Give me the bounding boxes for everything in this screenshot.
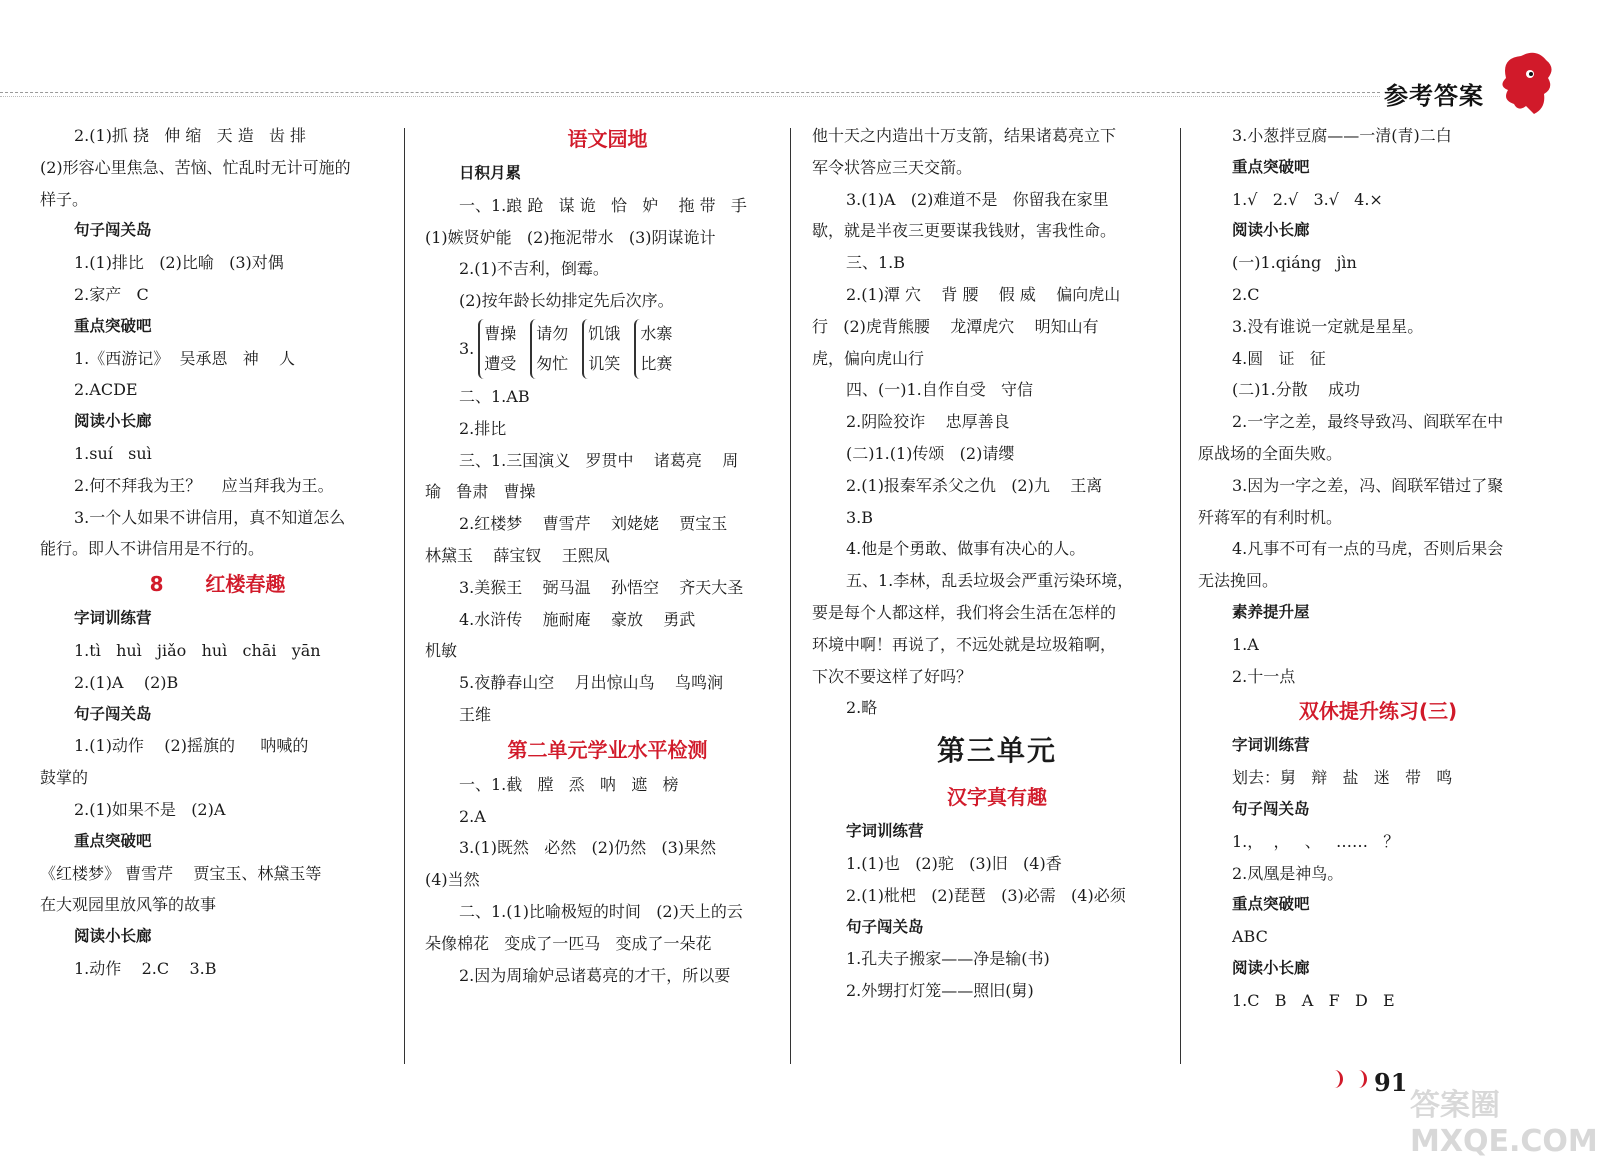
answer-line: 3.美猴王 弼马温 孙悟空 齐天大圣 bbox=[459, 577, 744, 597]
subsection-label: 阅读小长廊 bbox=[74, 412, 152, 431]
answer-line: 2.十一点 bbox=[1232, 666, 1296, 686]
answer-line: (4)当然 bbox=[425, 870, 480, 890]
brace-word: 请勿 bbox=[536, 323, 569, 343]
answer-line: 行 (2)虎背熊腰 龙潭虎穴 明知山有 bbox=[812, 316, 1099, 336]
brace-group bbox=[582, 319, 620, 379]
answer-line: 3.小葱拌豆腐——一清(青)二白 bbox=[1232, 126, 1452, 145]
answer-line: 1.C B A F D E bbox=[1232, 990, 1395, 1010]
answer-line: 2.(1)潭 穴 背 腰 假 威 偏向虎山 bbox=[846, 284, 1121, 304]
subsection-label: 句子闯关岛 bbox=[846, 917, 924, 936]
answer-line: 王维 bbox=[459, 704, 492, 724]
answer-line: (1)嫉贤妒能 (2)拖泥带水 (3)阴谋诡计 bbox=[425, 227, 716, 247]
answer-line: 能行。即人不讲信用是不行的。 bbox=[40, 539, 265, 559]
header-rule-dotted bbox=[0, 96, 1380, 97]
answer-line: 3.因为一字之差，冯、阎联军错过了聚 bbox=[1232, 475, 1504, 495]
answer-line: 1.(1)也 (2)驼 (3)旧 (4)香 bbox=[846, 853, 1062, 873]
brace-group bbox=[478, 319, 516, 379]
answer-line: 2.(1)不吉利，倒霉。 bbox=[459, 259, 609, 279]
subsection-label: 重点突破吧 bbox=[1232, 895, 1310, 914]
subsection-label: 字词训练营 bbox=[846, 822, 924, 841]
answer-line: 环境中啊！再说了，不远处就是垃圾箱啊， bbox=[812, 634, 1117, 654]
answer-line: 3.B bbox=[846, 507, 874, 527]
answer-column-2 bbox=[425, 120, 790, 991]
answer-line: 一、1.截 膛 烝 呐 遮 榜 bbox=[459, 774, 679, 794]
answer-line: 1.动作 2.C 3.B bbox=[74, 958, 217, 978]
answer-line: 在大观园里放风筝的故事 bbox=[40, 895, 217, 915]
answer-line: 4.他是个勇敢、做事有决心的人。 bbox=[846, 539, 1086, 559]
answer-line: 1.(1)动作 (2)摇旗的 呐喊的 bbox=[74, 736, 309, 756]
answer-line: 要是每个人都这样，我们将会生活在怎样的 bbox=[812, 602, 1117, 622]
section-heading: 双休提升练习(三) bbox=[1298, 699, 1458, 724]
answer-column-4 bbox=[1198, 120, 1558, 1017]
answer-line: 1.(1)排比 (2)比喻 (3)对偶 bbox=[74, 253, 284, 273]
answer-line: (二)1.分散 成功 bbox=[1232, 380, 1361, 400]
subsection-label: 阅读小长廊 bbox=[1232, 958, 1310, 977]
subsection-label: 素养提升屋 bbox=[1232, 602, 1310, 621]
subsection-label: 重点突破吧 bbox=[74, 831, 152, 850]
answer-line: 划去：舅 辩 盐 迷 带 鸣 bbox=[1232, 768, 1453, 788]
answer-line: 四、(一)1.自作自受 守信 bbox=[846, 380, 1034, 400]
answer-line: 1.√ 2.√ 3.√ 4.× bbox=[1232, 189, 1383, 209]
answer-line: 2.何不拜我为王？ 应当拜我为王。 bbox=[74, 475, 334, 495]
watermark-logo: 答案圈 MXQE.COM bbox=[1410, 1088, 1598, 1159]
answer-line: 4.凡事不可有一点的马虎，否则后果会 bbox=[1232, 539, 1504, 559]
answer-line: 2.(1)报秦军杀父之仇 (2)九 王离 bbox=[846, 475, 1103, 495]
answer-line: 瑜 鲁肃 曹操 bbox=[425, 482, 536, 502]
answer-line: 1.A bbox=[1232, 634, 1259, 654]
answer-line: 朵像棉花 变成了一匹马 变成了一朵花 bbox=[425, 933, 712, 953]
section-heading: 第二单元学业水平检测 bbox=[507, 737, 708, 762]
answer-line: 3.一个人如果不讲信用，真不知道怎么 bbox=[74, 507, 346, 527]
char-pair-groups bbox=[425, 317, 790, 381]
brace-word: 曹操 bbox=[484, 323, 517, 343]
answer-line: 1.， ， 、 …… ？ bbox=[1232, 831, 1400, 851]
answer-line: 歼蒋军的有利时机。 bbox=[1198, 507, 1343, 527]
column-divider bbox=[790, 128, 791, 1064]
answer-column-1 bbox=[40, 120, 395, 985]
section-heading: 语文园地 bbox=[567, 127, 648, 151]
answer-line: 5.夜静春山空 月出惊山鸟 鸟鸣涧 bbox=[459, 673, 723, 693]
brace-word: 匆忙 bbox=[536, 353, 569, 373]
answer-line: 林黛玉 薛宝钗 王熙凤 bbox=[425, 545, 610, 565]
answer-line: 他十天之内造出十万支箭，结果诸葛亮立下 bbox=[812, 126, 1117, 145]
answer-line: 3.(1)既然 必然 (2)仍然 (3)果然 bbox=[459, 838, 717, 858]
subsection-label: 句子闯关岛 bbox=[1232, 799, 1310, 818]
subsection-label: 日积月累 bbox=[459, 164, 522, 182]
answer-line: 样子。 bbox=[40, 189, 89, 209]
answer-line: 歇，就是半夜三更要谋我钱财，害我性命。 bbox=[812, 221, 1117, 241]
unit-heading: 第三单元 bbox=[936, 734, 1057, 768]
answer-line: 2.略 bbox=[846, 698, 878, 718]
brace-group bbox=[634, 319, 672, 379]
answer-line: 1.suí suì bbox=[74, 443, 152, 463]
subsection-label: 句子闯关岛 bbox=[74, 221, 152, 240]
brace-word: 比赛 bbox=[640, 353, 673, 373]
answer-line: 《红楼梦》 曹雪芹 贾宝玉、林黛玉等 bbox=[40, 863, 322, 883]
answer-line: 无法挽回。 bbox=[1198, 571, 1279, 591]
subsection-label: 阅读小长廊 bbox=[74, 927, 152, 946]
answer-line: 2.(1)枇杷 (2)琵琶 (3)必需 (4)必须 bbox=[846, 885, 1126, 905]
brace-word: 遭受 bbox=[484, 353, 517, 373]
subsection-label: 重点突破吧 bbox=[1232, 157, 1310, 176]
answer-line: 3.(1)A (2)难道不是 你留我在家里 bbox=[846, 189, 1109, 209]
page-number: 91 bbox=[1374, 1068, 1408, 1097]
answer-line: (2)按年龄长幼排定先后次序。 bbox=[459, 291, 674, 311]
answer-line: 1.孔夫子搬家——净是输(书) bbox=[846, 949, 1050, 969]
answer-line: 一、1.踉 跄 谋 诡 恰 妒 拖 带 手 bbox=[459, 195, 747, 215]
answer-line: 2.(1)A (2)B bbox=[74, 672, 179, 692]
answer-line: 二、1.AB bbox=[459, 386, 530, 406]
answer-line: 4.圆 证 征 bbox=[1232, 348, 1326, 368]
answer-line: 五、1.李林，乱丢垃圾会严重污染环境， bbox=[846, 571, 1134, 591]
answer-line: 2.排比 bbox=[459, 418, 507, 438]
answer-line: 2.红楼梦 曹雪芹 刘姥姥 贾宝玉 bbox=[459, 514, 728, 534]
column-divider bbox=[404, 128, 405, 1064]
answer-line: 虎，偏向虎山行 bbox=[812, 348, 925, 368]
answer-line: 2.(1)抓 挠 伸 缩 天 造 齿 排 bbox=[74, 126, 307, 145]
answer-line: 2.一字之差，最终导致冯、阎联军在中 bbox=[1232, 412, 1504, 432]
brace-word: 讥笑 bbox=[588, 353, 621, 373]
answer-line: 军令状答应三天交箭。 bbox=[812, 157, 973, 177]
answer-line: 2.(1)如果不是 (2)A bbox=[74, 799, 226, 819]
decor-moon-icon bbox=[1326, 1070, 1343, 1088]
answer-line: 2.外甥打灯笼——照旧(舅) bbox=[846, 981, 1034, 1001]
subsection-label: 句子闯关岛 bbox=[74, 704, 152, 723]
section-heading: 汉字真有趣 bbox=[947, 785, 1047, 810]
answer-line: (2)形容心里焦急、苦恼、忙乱时无计可施的 bbox=[40, 157, 351, 177]
decor-moon-icon bbox=[1350, 1070, 1367, 1088]
answer-line: ABC bbox=[1232, 927, 1268, 947]
subsection-label: 阅读小长廊 bbox=[1232, 221, 1310, 240]
answer-line: 鼓掌的 bbox=[40, 768, 89, 788]
answer-line: 二、1.(1)比喻极短的时间 (2)天上的云 bbox=[459, 901, 743, 921]
answer-line: 2.因为周瑜妒忌诸葛亮的才干，所以要 bbox=[459, 965, 731, 985]
subsection-label: 字词训练营 bbox=[74, 609, 152, 628]
answer-line: 2.ACDE bbox=[74, 380, 138, 400]
brace-group bbox=[530, 319, 568, 379]
brace-word: 饥饿 bbox=[588, 323, 621, 343]
item-number: 3. bbox=[459, 339, 475, 359]
answer-column-3 bbox=[812, 120, 1182, 1007]
answer-line: 2.C bbox=[1232, 284, 1260, 304]
answer-line: (二)1.(1)传颂 (2)请缨 bbox=[846, 443, 1015, 463]
brace-word: 水寨 bbox=[640, 323, 673, 343]
answer-line: 机敏 bbox=[425, 641, 458, 661]
mascot-icon bbox=[1496, 48, 1556, 118]
answer-line: 原战场的全面失败。 bbox=[1198, 443, 1343, 463]
subsection-label: 字词训练营 bbox=[1232, 736, 1310, 755]
section-heading: 8 红楼春趣 bbox=[149, 572, 286, 597]
subsection-label: 重点突破吧 bbox=[74, 316, 152, 335]
answer-line: 三、1.B bbox=[846, 253, 906, 273]
answer-line: 下次不要这样了好吗？ bbox=[812, 666, 973, 686]
answer-line: 三、1.三国演义 罗贯中 诸葛亮 周 bbox=[459, 450, 739, 470]
answer-line: 4.水浒传 施耐庵 豪放 勇武 bbox=[459, 609, 696, 629]
answer-line: 2.A bbox=[459, 806, 486, 826]
answer-line: 1.《西游记》 吴承恩 神 人 bbox=[74, 348, 296, 368]
answer-line: 2.家产 C bbox=[74, 284, 149, 304]
header-rule bbox=[0, 92, 1380, 93]
answer-line: 3.没有谁说一定就是星星。 bbox=[1232, 316, 1424, 336]
answer-line: (一)1.qiáng jìn bbox=[1232, 253, 1357, 273]
answer-line: 1.tì huì jiǎo huì chāi yān bbox=[74, 640, 321, 660]
page-header-title: 参考答案 bbox=[1384, 82, 1484, 110]
answer-line: 2.阴险狡诈 忠厚善良 bbox=[846, 412, 1010, 432]
answer-line: 2.凤凰是神鸟。 bbox=[1232, 863, 1344, 883]
